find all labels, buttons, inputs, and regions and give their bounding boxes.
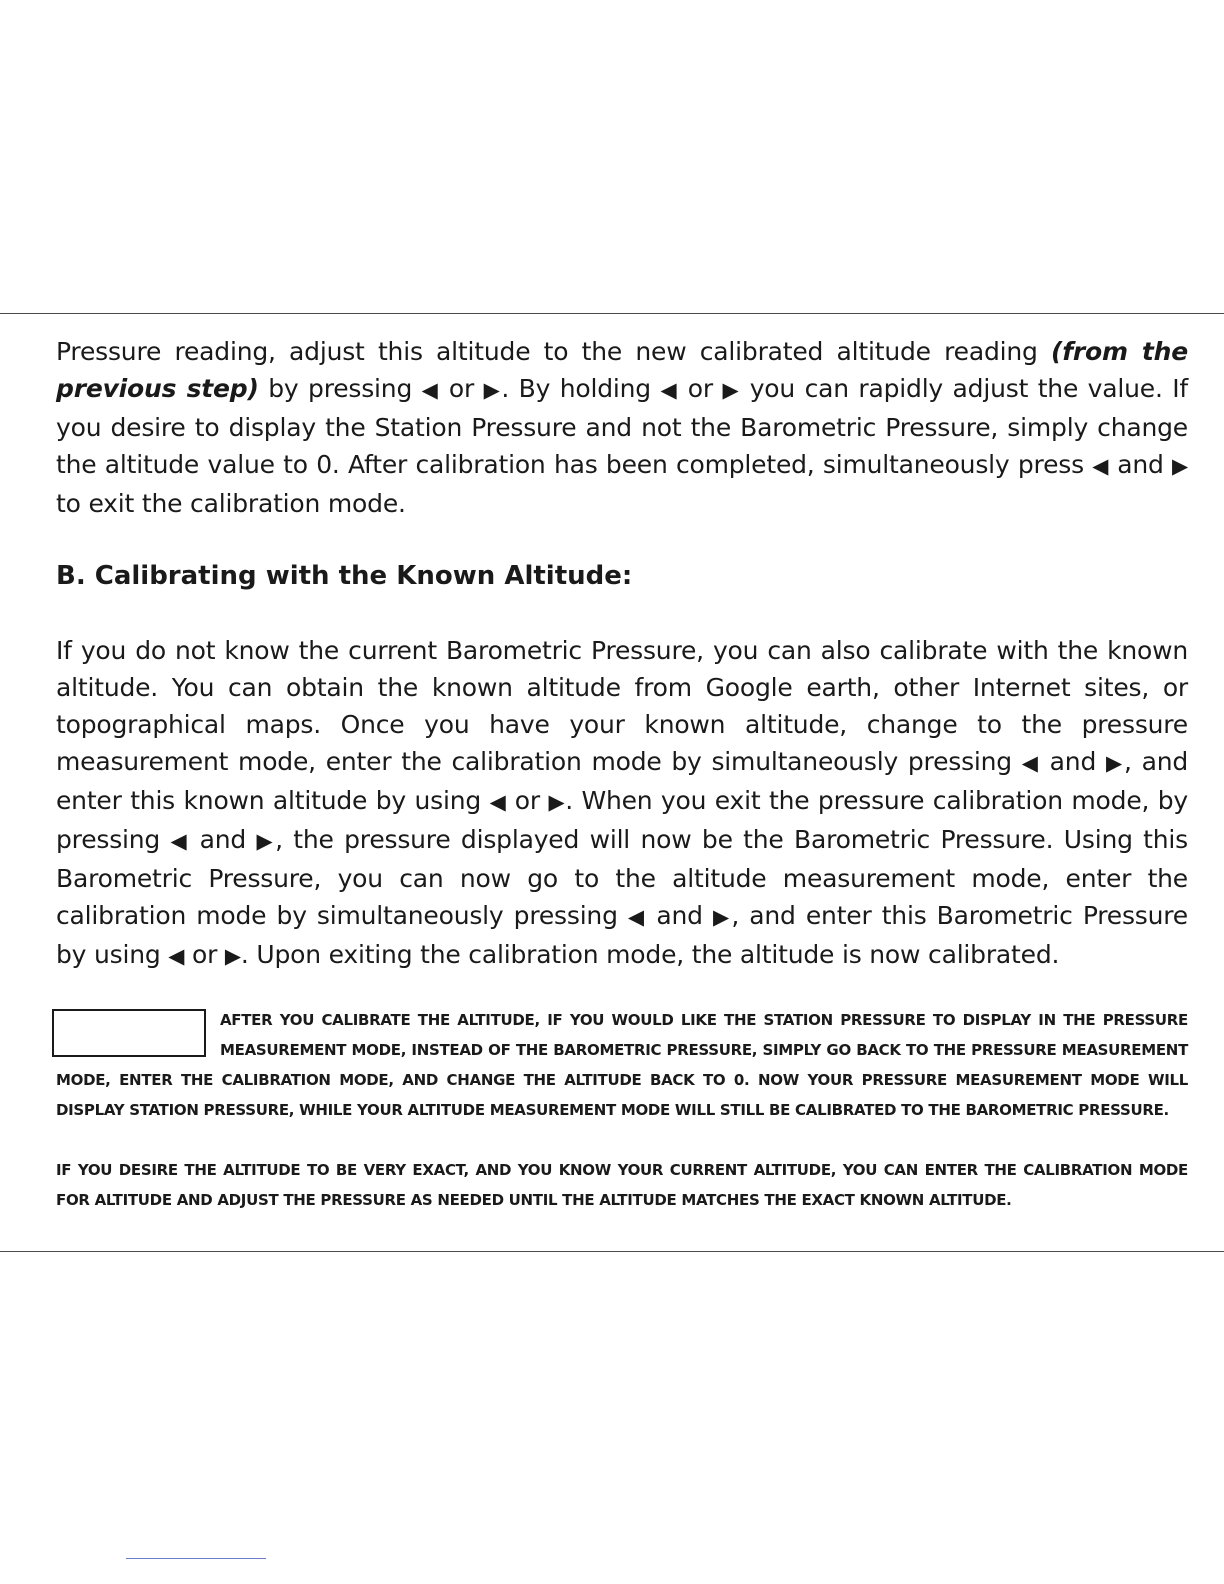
section-heading: B. Calibrating with the Known Altitude: (56, 561, 633, 591)
bottom-divider (0, 1251, 1224, 1252)
text-run: and (189, 825, 257, 854)
left-arrow-icon: ◀ (1092, 454, 1109, 478)
left-arrow-icon: ◀ (168, 944, 185, 968)
text-run: Pressure reading, adjust this altitude to the new calibrated altitude reading (56, 337, 1051, 366)
text-run: and (1108, 450, 1173, 479)
right-arrow-icon: ▶ (548, 790, 566, 814)
text-run: , the pressure displayed will now be the Barometric Pressure. Using this Barometric Pressure, you can now go to the altitude measurement mode, enter the calibration mode by simultaneously pressing (56, 825, 1188, 930)
text-run: you can rapidly adjust the value. If you desire to display the Station Pressure and not the Barometric Pressure, simply change the altitude value to 0. After calibration has been completed, simultaneously press (56, 374, 1188, 479)
note-exact-altitude: IF YOU DESIRE THE ALTITUDE TO BE VERY EXACT, AND YOU KNOW YOUR CURRENT ALTITUDE, YOU CAN ENTER THE CALIBRATION MODE FOR ALTITUDE AND ADJUST THE PRESSURE AS NEEDED UNTIL THE ALTITUDE MATCHES THE EXACT KNOWN ALTITUDE. (56, 1161, 1188, 1209)
right-arrow-icon: ▶ (224, 944, 241, 968)
text-run: or (439, 374, 484, 403)
right-arrow-icon: ▶ (722, 378, 741, 402)
text-run: , and enter this Barometric Pressure by using (56, 901, 1188, 969)
text-run: . When you exit the pressure calibration mode, by pressing (56, 786, 1189, 854)
text-run: . By holding (501, 374, 661, 403)
footnote-divider (126, 1558, 266, 1559)
emphasis-text: (from the previous step) (56, 337, 1188, 403)
left-arrow-icon: ◀ (489, 790, 507, 814)
left-arrow-icon: ◀ (1021, 751, 1040, 775)
right-arrow-icon: ▶ (1172, 454, 1188, 478)
right-arrow-icon: ▶ (1105, 751, 1124, 775)
paragraph-calibration-barometric (56, 333, 1188, 522)
left-arrow-icon: ◀ (627, 905, 647, 929)
right-arrow-icon: ▶ (256, 829, 276, 853)
note-block (56, 1005, 1188, 1215)
right-arrow-icon: ▶ (483, 378, 502, 402)
note-station-pressure: AFTER YOU CALIBRATE THE ALTITUDE, IF YOU WOULD LIKE THE STATION PRESSURE TO DISPLAY IN THE PRESSURE MEASUREMENT MODE, INSTEAD OF THE BAROMETRIC PRESSURE, SIMPLY GO BACK TO THE PRESSURE MEASUREMENT MODE, ENTER THE CALIBRATION MODE, AND CHANGE THE ALTITUDE BACK TO 0. NOW YOUR PRESSURE MEASUREMENT MODE WILL DISPLAY STATION PRESSURE, WHILE YOUR ALTITUDE MEASUREMENT MODE WILL STILL BE CALIBRATED TO THE BAROMETRIC PRESSURE. (56, 1011, 1188, 1119)
paragraph-known-altitude (56, 632, 1188, 975)
right-arrow-icon: ▶ (713, 905, 732, 929)
text-run: or (678, 374, 723, 403)
text-run: . Upon exiting the calibration mode, the altitude is now calibrated. (240, 940, 1060, 969)
text-run: by pressing (258, 374, 422, 403)
page-content (56, 333, 1188, 1215)
text-run: and (1039, 747, 1106, 776)
text-run: to exit the calibration mode. (56, 489, 406, 518)
top-divider (0, 313, 1224, 314)
note-label-box (52, 1009, 206, 1057)
text-run: and (646, 901, 714, 930)
left-arrow-icon: ◀ (660, 378, 679, 402)
text-run: or (506, 786, 549, 815)
text-run: , and enter this known altitude by using (56, 747, 1189, 815)
left-arrow-icon: ◀ (170, 829, 190, 853)
left-arrow-icon: ◀ (421, 378, 440, 402)
text-run: or (184, 940, 225, 969)
text-run: If you do not know the current Barometric Pressure, you can also calibrate with the known altitude. You can obtain the known altitude from Google earth, other Internet sites, or topographical maps. Once you have your known altitude, change to the pressure measurement mode, enter the calibration mode by simultaneously pressing (56, 636, 1188, 776)
